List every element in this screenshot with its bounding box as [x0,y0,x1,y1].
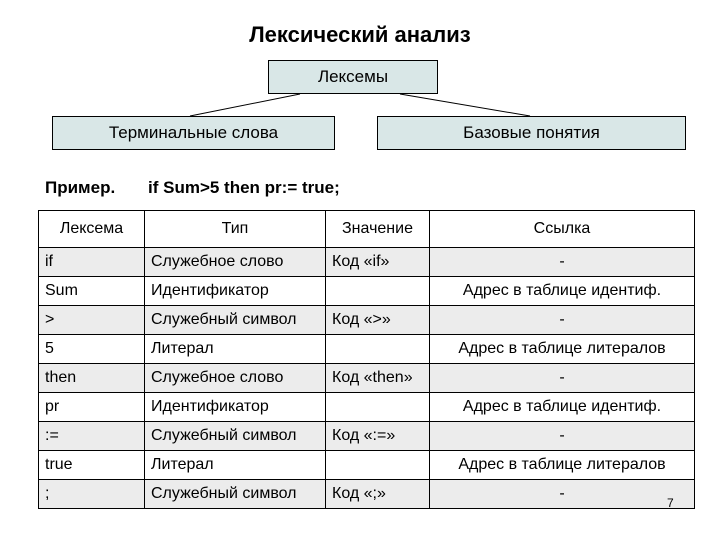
page-title: Лексический анализ [249,22,471,47]
table-row [39,306,695,335]
table-row [39,480,695,509]
cell-value: Код «if» [326,248,430,277]
header-type: Тип [145,211,326,248]
cell-value [326,335,430,364]
example-label: Пример. [45,178,116,197]
cell-type: Служебный символ [145,422,326,451]
page-number: 7 [667,496,674,510]
cell-type: Идентификатор [145,277,326,306]
diagram-root-box [268,60,438,94]
cell-type: Служебный символ [145,480,326,509]
header-value: Значение [326,211,430,248]
cell-reference: Адрес в таблице литералов [430,451,695,480]
cell-value [326,277,430,306]
table-row [39,248,695,277]
cell-type: Литерал [145,335,326,364]
cell-reference: - [430,248,695,277]
example-code: if Sum>5 then pr:= true; [148,178,340,197]
table-header-row [39,211,695,248]
cell-reference: Адрес в таблице идентиф. [430,277,695,306]
lexeme-table [38,210,695,509]
diagram-right-box [377,116,686,150]
diagram-root-label: Лексемы [317,67,389,86]
connector-left [190,94,300,116]
connector-right [400,94,530,116]
diagram-right-label: Базовые понятия [463,123,600,142]
cell-lexeme: := [39,422,145,451]
cell-type: Служебный символ [145,306,326,335]
header-reference: Ссылка [430,211,695,248]
cell-value: Код «:=» [326,422,430,451]
cell-lexeme: pr [39,393,145,422]
cell-lexeme: ; [39,480,145,509]
cell-reference: Адрес в таблице идентиф. [430,393,695,422]
cell-reference: Адрес в таблице литералов [430,335,695,364]
cell-reference: - [430,306,695,335]
diagram-left-box [52,116,335,150]
cell-reference: - [430,364,695,393]
cell-lexeme: then [39,364,145,393]
cell-value: Код «then» [326,364,430,393]
table-row [39,393,695,422]
header-lexeme: Лексема [39,211,145,248]
cell-reference: - [430,422,695,451]
cell-type: Идентификатор [145,393,326,422]
cell-type: Служебное слово [145,364,326,393]
cell-value: Код «;» [326,480,430,509]
cell-lexeme: Sum [39,277,145,306]
cell-value [326,451,430,480]
cell-type: Служебное слово [145,248,326,277]
diagram-left-label: Терминальные слова [108,123,279,142]
cell-value [326,393,430,422]
cell-type: Литерал [145,451,326,480]
table-row [39,364,695,393]
table-row [39,422,695,451]
cell-lexeme: if [39,248,145,277]
table-row [39,277,695,306]
table-row [39,335,695,364]
cell-reference: - [430,480,695,509]
cell-value: Код «>» [326,306,430,335]
table-row [39,451,695,480]
cell-lexeme: 5 [39,335,145,364]
cell-lexeme: > [39,306,145,335]
cell-lexeme: true [39,451,145,480]
